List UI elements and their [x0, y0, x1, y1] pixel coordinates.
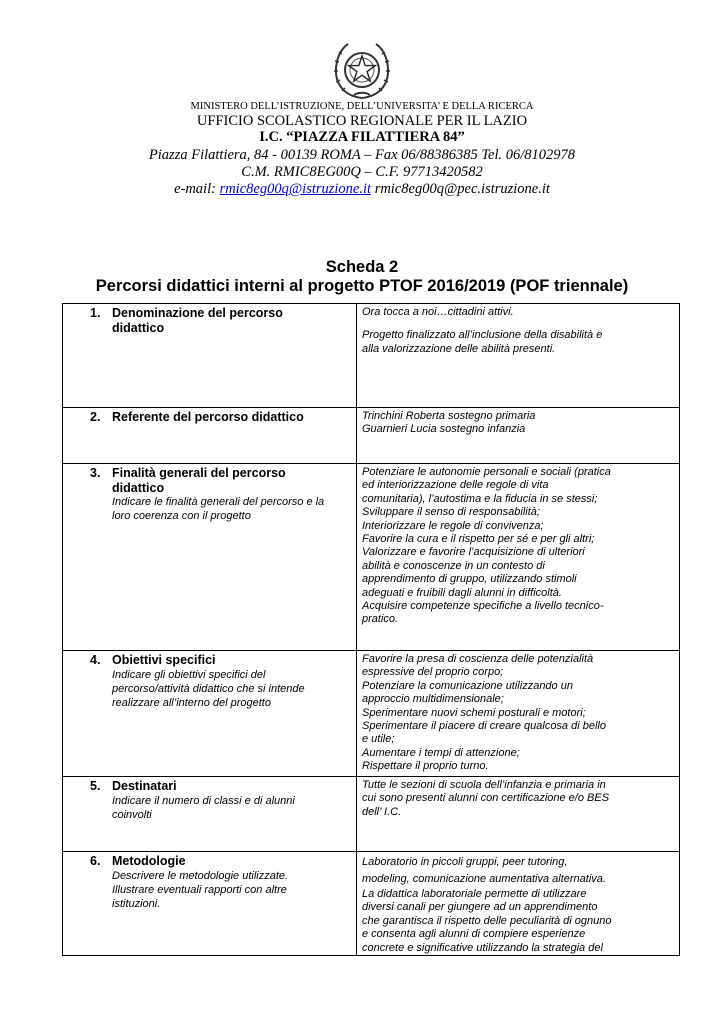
- content-line: Laboratorio in piccoli gruppi, peer tutoring,: [362, 856, 568, 868]
- project-sheet-table: [62, 303, 680, 956]
- content-line: abilità e conoscenze in un contesto di: [362, 559, 545, 572]
- content-line: modeling, comunicazione aumentativa alternativa.: [362, 873, 606, 885]
- email-link[interactable]: rmic8eg00q@istruzione.it: [219, 181, 372, 197]
- table-row: [63, 651, 680, 777]
- section-content-cell: [357, 464, 680, 651]
- content-line: Trinchini Roberta sostegno primaria: [362, 410, 536, 422]
- content-line: Ora tocca a noi…cittadini attivi.: [362, 306, 514, 318]
- content-line: adeguati e fruibili dagli alunni in difficoltà.: [362, 586, 562, 599]
- content-line: alla valorizzazione delle abilità presenti.: [362, 342, 556, 355]
- section-instructions: Indicare il numero di classi e di alunni coinvolti: [112, 794, 295, 821]
- section-content-cell: [357, 304, 680, 408]
- content-line: Potenziare la comunicazione utilizzando un: [362, 679, 573, 692]
- content-line: Acquisire competenze specifiche a livello tecnico-: [362, 600, 604, 613]
- section-instructions: Indicare le finalità generali del percorso e la loro coerenza con il progetto: [112, 496, 325, 522]
- content-line: Potenziare le autonomie personali e sociali (pratica: [362, 466, 611, 478]
- content-line: Guarnieri Lucia sostegno infanzia: [362, 423, 526, 436]
- table-row: [63, 304, 680, 408]
- section-number: 3.: [90, 466, 101, 480]
- content-line: Valorizzare e favorire l’acquisizione di ulteriori: [362, 546, 585, 559]
- section-label-cell: [63, 464, 357, 651]
- section-number: 2.: [90, 410, 101, 424]
- ministry-line: MINISTERO DELL’ISTRUZIONE, DELL’UNIVERSITA’ E DELLA RICERCA: [190, 101, 534, 112]
- section-content-cell: [357, 408, 680, 464]
- content-line: Favorire la presa di coscienza delle potenzialità: [362, 653, 594, 665]
- content-line: comunitaria), l’autostima e la fiducia in se stessi;: [362, 492, 598, 505]
- section-content-cell: [357, 777, 680, 852]
- content-line: che garantisca il rispetto delle peculiarità di ognuno: [362, 914, 612, 927]
- school-codes: C.M. RMIC8EG00Q – C.F. 97713420582: [241, 164, 483, 180]
- content-line: pratico.: [362, 613, 399, 626]
- content-line: Rispettare il proprio turno.: [362, 760, 489, 773]
- content-line: concrete e significative utilizzando la strategia del: [362, 941, 603, 954]
- section-heading: Obiettivi specifici: [112, 653, 216, 667]
- section-label-cell: [63, 651, 357, 777]
- section-number: 5.: [90, 779, 101, 793]
- email-label: e-mail:: [174, 181, 220, 197]
- section-heading: Finalità generali del percorso didattico: [112, 466, 286, 495]
- regional-office-line: UFFICIO SCOLASTICO REGIONALE PER IL LAZIO: [196, 113, 528, 129]
- content-line: e consenta agli alunni di compiere esperienze: [362, 928, 586, 941]
- content-line: Interiorizzare le regole di convivenza;: [362, 519, 544, 532]
- section-number: 6.: [90, 854, 101, 868]
- email-line: [0, 181, 724, 198]
- section-label-cell: [63, 852, 357, 956]
- school-name: I.C. “PIAZZA FILATTIERA 84”: [259, 129, 465, 145]
- section-instructions: Descrivere le metodologie utilizzate. Illustrare eventuali rapporti con altre istituzioni.: [112, 869, 289, 910]
- document-title: Scheda 2: [325, 258, 399, 276]
- content-line: ed interiorizzazione delle regole di vita: [362, 479, 549, 492]
- document-subtitle: Percorsi didattici interni al progetto PTOF 2016/2019 (POF triennale): [95, 277, 629, 295]
- content-line: Sperimentare il piacere di creare qualcosa di bello: [362, 720, 606, 733]
- school-address: Piazza Filattiera, 84 - 00139 ROMA – Fax 06/88386385 Tel. 06/8102978: [148, 147, 576, 163]
- section-label-cell: [63, 304, 357, 408]
- content-line: dell’ I.C.: [362, 805, 402, 818]
- content-line: diversi canali per giungere ad un apprendimento: [362, 901, 598, 914]
- section-content-cell: [357, 852, 680, 956]
- section-heading: Destinatari: [112, 779, 177, 793]
- section-heading: Referente del percorso didattico: [112, 410, 304, 424]
- content-line: apprendimento di gruppo, utilizzando stimoli: [362, 573, 577, 586]
- content-line: espressive del proprio corpo;: [362, 666, 504, 679]
- section-number: 4.: [90, 653, 101, 667]
- content-line: Favorire la cura e il rispetto per sé e per gli altri;: [362, 533, 595, 546]
- content-line: Tutte le sezioni di scuola dell’infanzia e primaria in: [362, 779, 606, 791]
- section-label-cell: [63, 408, 357, 464]
- section-heading: Metodologie: [112, 854, 186, 868]
- table-row: [63, 464, 680, 651]
- content-line: Progetto finalizzato all’inclusione della disabilità e: [362, 329, 603, 342]
- table-row: [63, 852, 680, 956]
- table-row: [63, 408, 680, 464]
- content-line: La didattica laboratoriale permette di utilizzare: [362, 888, 587, 900]
- content-line: Aumentare i tempi di attenzione;: [362, 746, 520, 759]
- section-content-cell: [357, 651, 680, 777]
- section-instructions: Indicare gli obiettivi specifici del percorso/attività didattico che si intende realizzare all’interno del progetto: [112, 668, 305, 709]
- content-line: cui sono presenti alunni con certificazione e/o BES: [362, 792, 610, 805]
- republic-emblem-icon: [330, 38, 394, 102]
- table-row: [63, 777, 680, 852]
- section-label-cell: [63, 777, 357, 852]
- section-number: 1.: [90, 306, 101, 320]
- section-heading: Denominazione del percorso didattico: [112, 306, 283, 335]
- content-line: Sviluppare il senso di responsabilità;: [362, 506, 540, 519]
- content-line: approccio multidimensionale;: [362, 693, 504, 706]
- content-line: e utile;: [362, 733, 395, 746]
- pec-email: rmic8eg00q@pec.istruzione.it: [371, 181, 550, 197]
- content-line: Sperimentare nuovi schemi posturali e motori;: [362, 706, 586, 719]
